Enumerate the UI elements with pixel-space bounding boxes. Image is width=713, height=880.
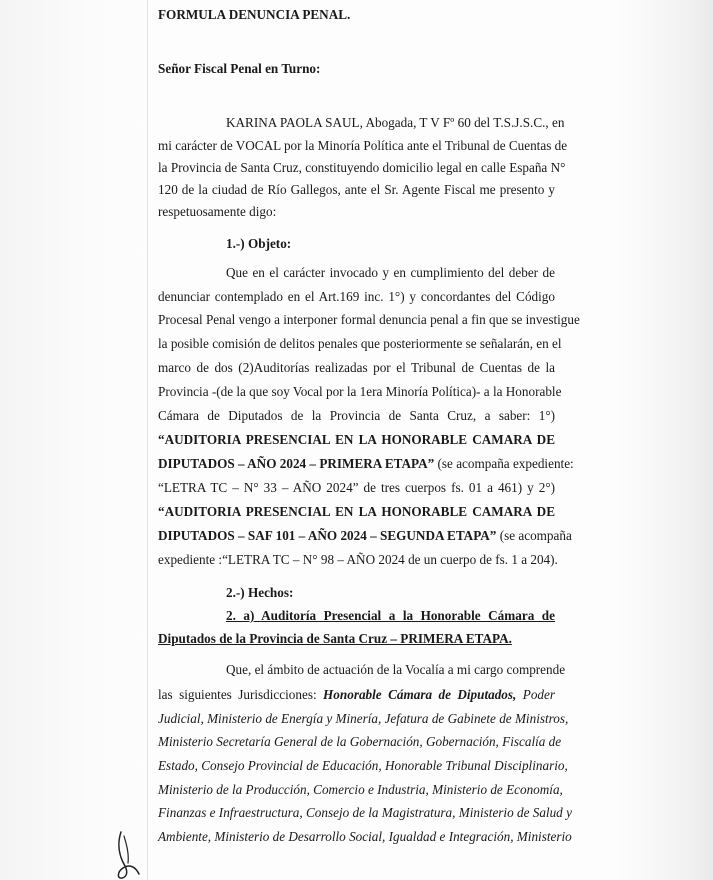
objeto-line-6: Provincia -(de la que soy Vocal por la 1era Minoría Política)- a la Honorable bbox=[158, 384, 562, 399]
audit-1-title-end: DIPUTADOS – AÑO 2024 – PRIMERA ETAPA” bbox=[158, 456, 435, 471]
objeto-line-7: Cámara de Diputados de la Provincia de Santa Cruz, a saber: 1°) bbox=[158, 408, 555, 423]
handwritten-signature-mark bbox=[113, 830, 149, 880]
intro-line-1: KARINA PAOLA SAUL, Abogada, T V Fº 60 del T.S.J.S.C., en bbox=[226, 115, 565, 130]
intro-line-4: 120 de la ciudad de Río Gallegos, ante el Sr. Agente Fiscal me presento y bbox=[158, 182, 555, 197]
objeto-line-11: “AUDITORIA PRESENCIAL EN LA HONORABLE CAMARA DE bbox=[158, 504, 555, 519]
objeto-line-12-rest: (se acompaña bbox=[496, 528, 572, 543]
hechos-line-4: Ministerio Secretaría General de la Gobernación, Gobernación, Fiscalía de bbox=[158, 734, 562, 749]
objeto-line-2: denunciar contemplado en el Art.169 inc. 1°) y concordantes del Código bbox=[158, 289, 555, 304]
hechos-line-2 bbox=[158, 688, 555, 701]
subsection-2a-line-2: Diputados de la Provincia de Santa Cruz – PRIMERA ETAPA. bbox=[158, 631, 512, 646]
objeto-line-4: la posible comisión de delitos penales que posteriormente se señalarán, en el bbox=[158, 336, 562, 351]
objeto-line-9 bbox=[158, 457, 574, 470]
page-left-shadow bbox=[0, 0, 150, 880]
objeto-line-3: Procesal Penal vengo a interponer formal denuncia penal a fin que se investigue bbox=[158, 312, 580, 327]
page-fold-line bbox=[147, 0, 148, 880]
objeto-line-1: Que en el carácter invocado y en cumplimiento del deber de bbox=[226, 265, 555, 280]
intro-line-2: mi carácter de VOCAL por la Minoría Política ante el Tribunal de Cuentas de bbox=[158, 138, 568, 153]
page-right-shadow bbox=[618, 0, 713, 880]
objeto-line-5: marco de dos (2)Auditorías realizadas por el Tribunal de Cuentas de la bbox=[158, 360, 555, 375]
objeto-line-13: expediente :“LETRA TC – N° 98 – AÑO 2024 de un cuerpo de fs. 1 a 204). bbox=[158, 552, 558, 567]
hechos-line-3: Judicial, Ministerio de Energía y Minería, Jefatura de Gabinete de Ministros, bbox=[158, 711, 569, 726]
jurisdiction-chamber: Honorable Cámara de Diputados, bbox=[323, 687, 517, 702]
objeto-line-10: “LETRA TC – N° 33 – AÑO 2024” de tres cuerpos fs. 01 a 461) y 2°) bbox=[158, 480, 555, 495]
objeto-line-12 bbox=[158, 529, 572, 542]
hechos-line-5: Estado, Consejo Provincial de Educación, Honorable Tribunal Disciplinario, bbox=[158, 758, 568, 773]
jurisdiction-poder: Poder bbox=[516, 687, 555, 702]
intro-line-5: respetuosamente digo: bbox=[158, 204, 277, 219]
hechos-line-6: Ministerio de la Producción, Comercio e Industria, Ministerio de Economía, bbox=[158, 782, 563, 797]
hechos-line-8: Ambiente, Ministerio de Desarrollo Social, Igualdad e Integración, Ministerio bbox=[158, 829, 572, 844]
hechos-line-2-start: las siguientes Jurisdicciones: bbox=[158, 687, 324, 702]
objeto-line-9-rest: (se acompaña expediente: bbox=[434, 456, 574, 471]
hechos-line-7: Finanzas e Infraestructura, Consejo de la Magistratura, Ministerio de Salud y bbox=[158, 805, 572, 820]
objeto-line-8: “AUDITORIA PRESENCIAL EN LA HONORABLE CAMARA DE bbox=[158, 432, 555, 447]
document-title: FORMULA DENUNCIA PENAL. bbox=[158, 7, 351, 22]
subsection-2a-line-1: 2. a) Auditoría Presencial a la Honorable Cámara de bbox=[226, 608, 555, 623]
section-2-heading: 2.-) Hechos: bbox=[226, 585, 294, 600]
addressee: Señor Fiscal Penal en Turno: bbox=[158, 61, 321, 76]
intro-line-3: la Provincia de Santa Cruz, constituyendo domicilio legal en calle España N° bbox=[158, 160, 566, 175]
hechos-line-1: Que, el ámbito de actuación de la Vocalía a mi cargo comprende bbox=[226, 662, 566, 677]
audit-2-title-end: DIPUTADOS – SAF 101 – AÑO 2024 – SEGUNDA ETAPA” bbox=[158, 528, 497, 543]
section-1-heading: 1.-) Objeto: bbox=[226, 236, 292, 251]
